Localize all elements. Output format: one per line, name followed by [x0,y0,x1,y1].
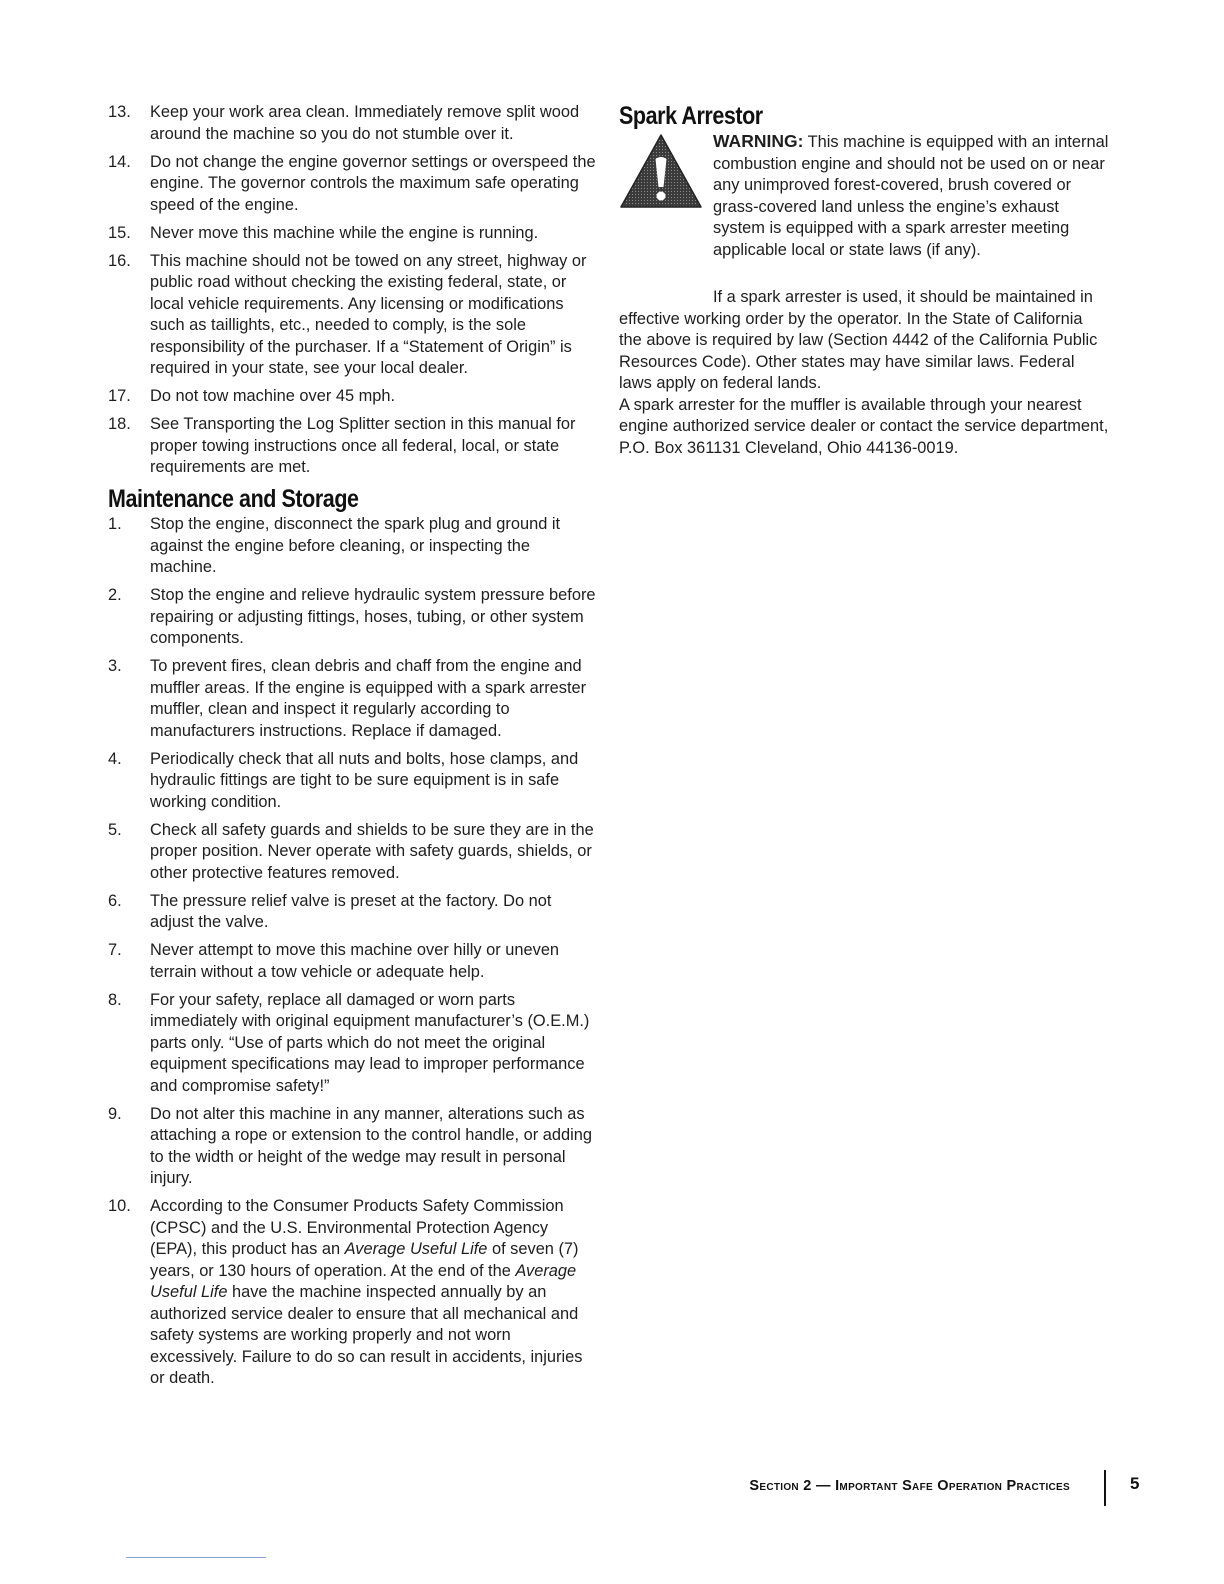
emphasis-text: Average Useful Life [150,1261,577,1301]
maintenance-list [108,514,596,1390]
list-item: 1. Stop the engine, disconnect the spark plug and ground it against the engine before cleaning, or inspecting the machine. [108,515,561,576]
maintenance-heading: Maintenance and Storage [108,485,359,513]
list-item: 9. Do not alter this machine in any manner, alterations such as attaching a rope or extension to the control handle, or adding to the width or height of the wedge may result in personal injury. [108,1104,592,1187]
emphasis-text: Average Useful Life [344,1240,488,1258]
bottom-rule [126,1557,266,1558]
list-item: 5. Check all safety guards and shields to be sure they are in the proper position. Never operate with safety guards, shields, or other protective features removed. [108,820,594,882]
list-item: 15. Never move this machine while the engine is running. [108,223,539,242]
page-number: 5 [1130,1474,1140,1493]
warning-triangle-icon [619,133,703,209]
spark-paragraph-availability: A spark arrester for the muffler is available through your nearest engine authorized service dealer or contact the service department, P.O. Box 361131 Cleveland, Ohio 44136-0019. [619,395,1109,457]
right-column [619,102,1109,459]
footer-section-title: Section 2 — Important Safe Operation Practices [749,1478,1070,1494]
safety-list-continued [108,102,596,479]
list-item: 14. Do not change the engine governor settings or overspeed the engine. The governor controls the maximum safe operating speed of the engine. [108,152,596,214]
list-item: 10. According to the Consumer Products Safety Commission (CPSC) and the U.S. Environmental Protection Agency (EPA), this product has an Average Useful Life of seven (7) years, or 130 hours of operation. At the end of the Average Useful Life have the machine inspected annually by an authorized service dealer to ensure that all mechanical and safety systems are working properly and not worn excessively. Failure to do so can result in accidents, injuries or death. [108,1197,583,1387]
list-item: 17. Do not tow machine over 45 mph. [108,387,396,405]
spark-arrestor-heading: Spark Arrestor [619,102,763,130]
list-item: 6. The pressure relief valve is preset at the factory. Do not adjust the valve. [108,891,552,931]
left-column [108,102,596,1396]
spark-paragraph-maintenance: If a spark arrester is used, it should be maintained in effective working order by the operator. In the State of California the above is required by law (Section 4442 of the California Public Resources Code). Other states may have similar laws. Federal laws apply on federal lands. [619,288,1098,392]
footer-divider [1104,1470,1106,1506]
warning-block [619,131,1109,281]
warning-text: WARNING: This machine is equipped with an internal combustion engine and should not be used on or near any unimproved forest-covered, brush covered or grass-covered land unless the engine’s exhaust system is equipped with a spark arrester meeting applicable local or state laws (if any). [713,131,1109,259]
list-item: 18. See Transporting the Log Splitter section in this manual for proper towing instructions once all federal, local, or state requirements are met. [108,415,576,476]
list-item: 2. Stop the engine and relieve hydraulic system pressure before repairing or adjusting fittings, hoses, tubing, or other system components. [108,586,596,647]
warning-label: WARNING: [713,131,804,151]
list-item: 3. To prevent fires, clean debris and chaff from the engine and muffler areas. If the engine is equipped with a spark arrester muffler, clean and inspect it regularly according to manufacturers instructions. Replace if damaged. [108,657,587,740]
list-item: 7. Never attempt to move this machine over hilly or uneven terrain without a tow vehicle or adequate help. [108,941,560,981]
list-item: 8. For your safety, replace all damaged or worn parts immediately with original equipment manufacturer’s (O.E.M.) parts only. “Use of parts which do not meet the original equipment specifications may lead to improper performance and compromise safety!” [108,990,590,1095]
list-item: 4. Periodically check that all nuts and bolts, hose clamps, and hydraulic fittings are tight to be sure equipment is in safe working condition. [108,749,579,811]
list-item: 13. Keep your work area clean. Immediately remove split wood around the machine so you do not stumble over it. [108,103,580,143]
list-item: 16. This machine should not be towed on any street, highway or public road without checking the existing federal, state, or local vehicle requirements. Any licensing or modifications such as taillights, etc., needed to comply, is the sole responsibility of the purchaser. If a “Statement of Origin” is required in your state, see your local dealer. [108,251,587,377]
